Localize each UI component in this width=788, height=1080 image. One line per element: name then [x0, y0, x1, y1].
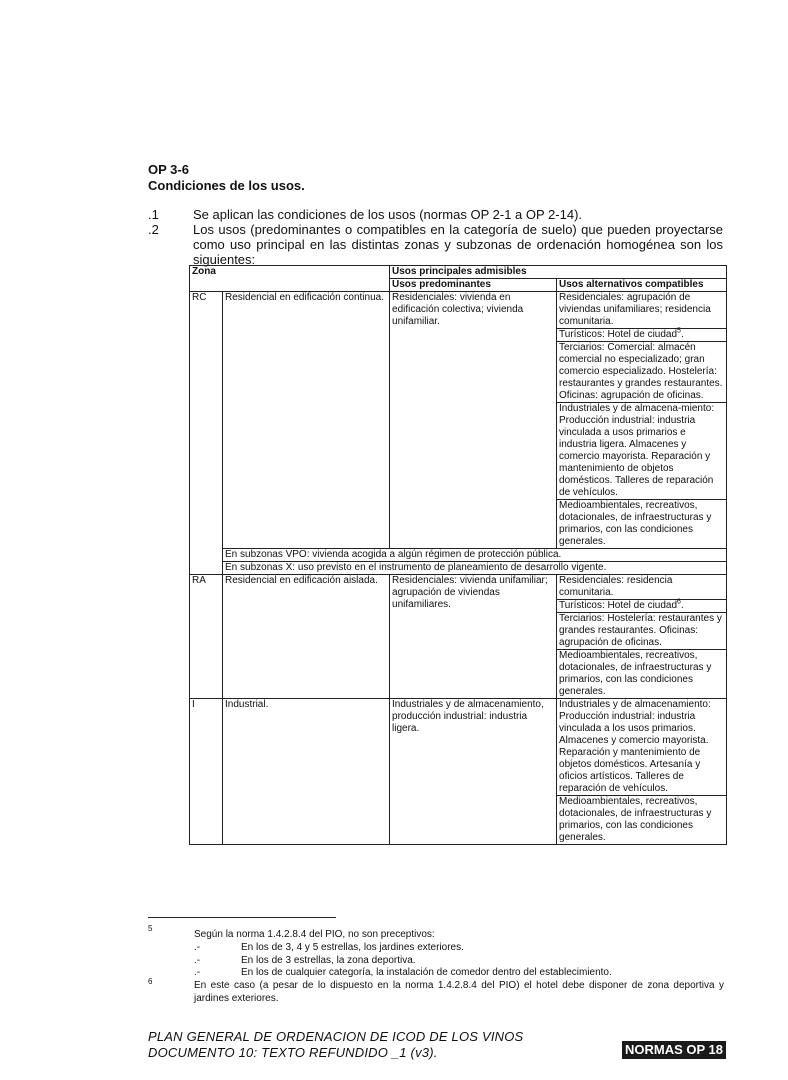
footnote-item: En los de 3 estrellas, la zona deportiva. — [241, 955, 416, 966]
header-usos-principales: Usos principales admisibles — [390, 266, 727, 279]
paragraph-number: .2 — [148, 222, 159, 237]
section-code: OP 3-6 — [148, 162, 189, 177]
alternative-use: Turísticos: Hotel de ciudad$^5$. — [557, 329, 727, 342]
footnote-item: En los de cualquier categoría, la instalación de comedor dentro del establecimiento. — [241, 967, 612, 978]
alternative-use: Medioambientales, recreativos, dotacionales, de infraestructuras y primarios, con las condiciones generales. — [557, 500, 727, 549]
zone-code-ra: RA — [190, 575, 223, 699]
section-title: Condiciones de los usos. — [148, 178, 305, 193]
alternative-use: Terciarios: Comercial: almacén comercial no especializado; gran comercio especializado. Hostelería: restaurantes y grandes restaurantes. Oficinas: agrupación de oficinas. — [557, 342, 727, 403]
alternative-use: Medioambientales, recreativos, dotacionales, de infraestructuras y primarios, con las condiciones generales. — [557, 796, 727, 845]
zone-name-rc: Residencial en edificación continua. — [223, 292, 390, 549]
page-badge: NORMAS OP 18 — [622, 1041, 726, 1059]
paragraph-number: .1 — [148, 207, 159, 222]
footnote-text: Según la norma 1.4.2.8.4 del PIO, no son preceptivos: — [194, 929, 435, 940]
footnote-divider — [148, 917, 336, 918]
footnote-dash: .- — [194, 955, 201, 966]
uses-table — [189, 265, 727, 845]
footnote-item: En los de 3, 4 y 5 estrellas, los jardines exteriores. — [241, 942, 464, 953]
zone-code-i: I — [190, 699, 223, 845]
predominant-uses-rc: Residenciales: vivienda en edificación colectiva; vivienda unifamiliar. — [390, 292, 557, 549]
note-x: En subzonas X: uso previsto en el instrumento de planeamiento de desarrollo vigente. — [223, 562, 727, 575]
predominant-uses-ra: Residenciales: vivienda unifamiliar; agrupación de viviendas unifamiliares. — [390, 575, 557, 699]
footnote-number: 5 — [148, 924, 153, 933]
footnote-ref: 5 — [677, 327, 681, 335]
alternative-use: Turísticos: Hotel de ciudad$^6$. — [557, 600, 727, 613]
footnote-text: En este caso (a pesar de lo dispuesto en la norma 1.4.2.8.4 del PIO) el hotel debe disponer de zona deportiva y jardines exteriores. — [194, 980, 724, 1004]
alternative-use: Residenciales: agrupación de viviendas unifamiliares; residencia comunitaria. — [557, 292, 727, 329]
footer-title: PLAN GENERAL DE ORDENACION DE ICOD DE LOS VINOS — [148, 1029, 524, 1044]
header-usos-predominantes: Usos predominantes — [390, 279, 557, 292]
alternative-use: Terciarios: Hostelería: restaurantes y grandes restaurantes. Oficinas: agrupación de oficinas. — [557, 613, 727, 650]
alternative-use: Medioambientales, recreativos, dotacionales, de infraestructuras y primarios, con las condiciones generales. — [557, 650, 727, 699]
note-vpo: En subzonas VPO: vivienda acogida a algún régimen de protección pública. — [223, 549, 727, 562]
footnote-ref: 6 — [677, 598, 681, 606]
footnote-dash: .- — [194, 942, 201, 953]
footnote-number: 6 — [148, 977, 153, 986]
zone-code-rc: RC — [190, 292, 223, 575]
paragraph-text: Los usos (predominantes o compatibles en la categoría de suelo) que pueden proyectarse como uso principal en las distintas zonas y subzonas de ordenación homogénea son los siguientes: — [193, 222, 723, 267]
footer-subtitle: DOCUMENTO 10: TEXTO REFUNDIDO _1 (v3). — [148, 1045, 438, 1060]
zone-name-i: Industrial. — [223, 699, 390, 845]
alternative-use: Residenciales: residencia comunitaria. — [557, 575, 727, 600]
predominant-uses-i: Industriales y de almacenamiento, producción industrial: industria ligera. — [390, 699, 557, 845]
zone-name-ra: Residencial en edificación aislada. — [223, 575, 390, 699]
alternative-use: Industriales y de almacena-miento: Producción industrial: industria vinculada a usos primarios e industria ligera. Almacenes y comercio mayorista. Reparación y mantenimiento de objetos domésticos. Talleres de reparación de vehículos. — [557, 403, 727, 500]
alternative-use: Industriales y de almacenamiento: Producción industrial: industria vinculada a los usos primarios. Almacenes y comercio mayorista. Reparación y mantenimiento de objetos domésticos. Artesanía y oficios artísticos. Talleres de reparación de vehículos. — [557, 699, 727, 796]
paragraph-text: Se aplican las condiciones de los usos (normas OP 2-1 a OP 2-14). — [193, 207, 583, 222]
header-zona: Zona — [190, 266, 390, 292]
footnote-dash: .- — [194, 967, 201, 978]
header-usos-alternativos: Usos alternativos compatibles — [557, 279, 727, 292]
